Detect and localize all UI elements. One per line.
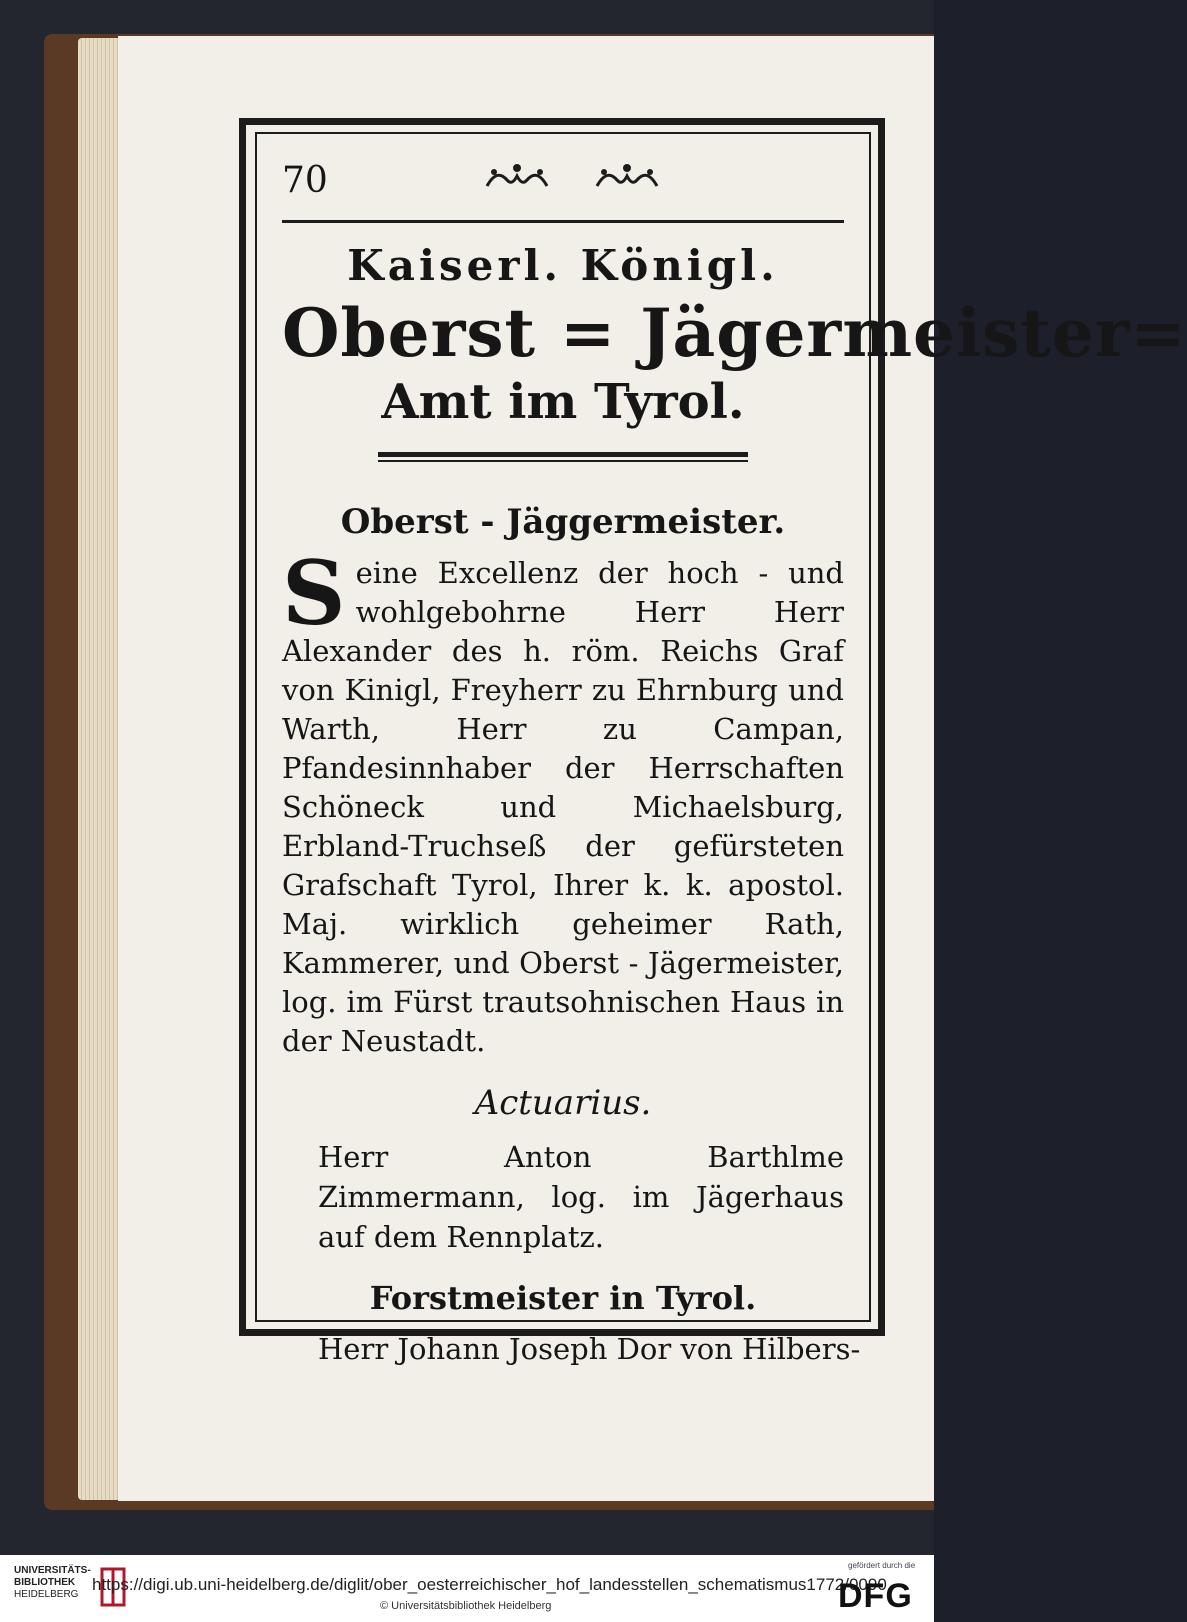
title-rule	[378, 452, 748, 462]
section-text-oberst	[282, 541, 844, 1061]
viewer-footer	[0, 1555, 934, 1622]
paragraph-body: eine Excellenz der hoch - und wohlgebohrne Herr Herr Alexander des h. röm. Reichs Graf von Kinigl, Freyherr zu Ehrnburg und Warth, Herr zu Campan, Pfandesinnhaber der Herrschaften Schöneck und Michaelsburg, Erbland-Truchseß der gefürsteten Grafschaft Tyrol, Ihrer k. k. apostol. Maj. wirklich geheimer Rath, Kammerer, und Oberst - Jägermeister, log. im Fürst trautsohnischen Haus in der Neustadt.	[282, 556, 844, 1058]
library-name-1: UNIVERSITÄTS-	[14, 1565, 91, 1576]
dfg-logo: DFG	[838, 1577, 913, 1615]
page-content	[282, 150, 1187, 1369]
fleuron-icon	[592, 158, 662, 198]
header-ornaments	[482, 158, 662, 198]
copyright-notice: © Universitätsbibliothek Heidelberg	[380, 1600, 552, 1612]
title-line-2: Oberst = Jägermeister=	[282, 294, 1187, 372]
title-line-1: Kaiserl. Königl.	[347, 241, 779, 290]
header-rule	[282, 220, 844, 223]
title-line-3: Amt im Tyrol.	[381, 374, 745, 430]
page-number: 70	[282, 159, 328, 201]
fleuron-icon	[482, 158, 552, 198]
entry-body: Herr Anton Barthlme Zimmermann, log. im Jägerhaus auf dem Rennplatz.	[318, 1140, 844, 1254]
library-name-3: HEIDELBERG	[14, 1589, 79, 1600]
section-text-actuarius	[282, 1137, 844, 1257]
permalink-url[interactable]: https://digi.ub.uni-heidelberg.de/diglit/ober_oesterreichischer_hof_landesstellen_schematismus1772/0090	[92, 1575, 887, 1594]
section-heading-actuarius: Actuarius.	[474, 1083, 652, 1123]
drop-cap: S	[282, 541, 346, 645]
funding-note: gefördert durch die	[848, 1561, 916, 1570]
section-text-forstmeister: Herr Johann Joseph Dor von Hilbers-	[318, 1332, 861, 1366]
page-header	[282, 150, 844, 210]
library-logo	[14, 1565, 91, 1601]
section-heading-oberst: Oberst - Jäggermeister.	[340, 502, 786, 542]
section-heading-forstmeister: Forstmeister in Tyrol.	[369, 1279, 757, 1317]
library-name-2: BIBLIOTHEK	[14, 1577, 76, 1588]
